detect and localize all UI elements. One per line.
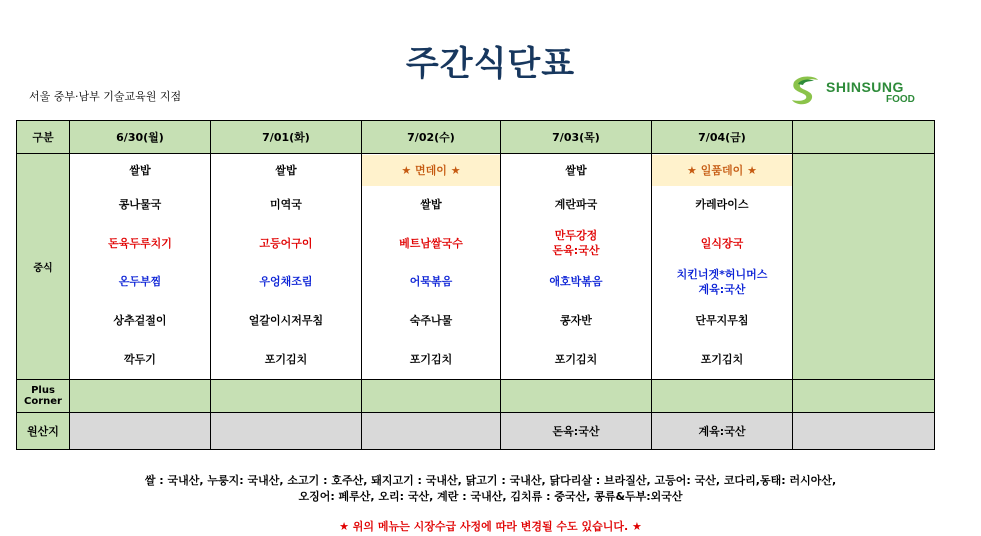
origin-label: 원산지 bbox=[17, 413, 70, 450]
plus-corner-label: Plus Corner bbox=[17, 380, 70, 413]
origin-row bbox=[17, 413, 935, 450]
origin-note-line-1: 쌀 : 국내산, 누룽지: 국내산, 소고기 : 호주산, 돼지고기 : 국내산, 닭고기 : 국내산, 닭다리살 : 브라질산, 고등어: 국산, 코다리,동태: 러시아산, bbox=[144, 474, 837, 487]
menu-item: 쌀밥 bbox=[420, 198, 442, 212]
plus-cell bbox=[211, 380, 362, 413]
menu-item: 단무지무침 bbox=[695, 314, 749, 328]
menu-list bbox=[652, 155, 792, 379]
menu-item: 콩나물국 bbox=[118, 198, 162, 212]
shinsung-logo bbox=[788, 72, 938, 112]
lunch-row bbox=[17, 154, 935, 380]
menu-list bbox=[501, 155, 651, 379]
plus-cell bbox=[652, 380, 793, 413]
menu-item: 계란파국 bbox=[554, 198, 598, 212]
day-header: 7/03(목) bbox=[501, 121, 652, 154]
menu-list bbox=[211, 155, 361, 379]
logo-text: SHINSUNG bbox=[826, 79, 904, 95]
menu-item: 치킨너겟*허니머스 계육:국산 bbox=[676, 267, 768, 296]
origin-cell bbox=[793, 413, 935, 450]
menu-item: 우엉채조림 bbox=[259, 275, 313, 289]
change-notice: ★ 위의 메뉴는 시장수급 사정에 따라 변경될 수도 있습니다. ★ bbox=[339, 520, 642, 533]
menu-item: 베트남쌀국수 bbox=[399, 236, 463, 250]
day-header: 7/01(화) bbox=[211, 121, 362, 154]
origin-cell: 돈육:국산 bbox=[501, 413, 652, 450]
menu-item: 미역국 bbox=[270, 198, 302, 212]
day-header: 6/30(월) bbox=[70, 121, 211, 154]
plus-cell bbox=[501, 380, 652, 413]
header-row bbox=[17, 121, 935, 154]
logo-subtext: FOOD bbox=[886, 94, 915, 105]
menu-item: 깍두기 bbox=[124, 352, 156, 366]
origin-note-line-2: 오징어: 페루산, 오리: 국산, 계란 : 국내산, 김치류 : 중국산, 콩류&두부:외국산 bbox=[298, 490, 683, 503]
menu-item: 온두부찜 bbox=[118, 275, 162, 289]
menu-cell bbox=[501, 154, 652, 380]
day-header: 7/02(수) bbox=[362, 121, 501, 154]
day-header bbox=[793, 121, 935, 154]
menu-item: 포기김치 bbox=[264, 352, 308, 366]
menu-item: 포기김치 bbox=[554, 352, 598, 366]
plus-cell bbox=[362, 380, 501, 413]
menu-item: 콩자반 bbox=[560, 314, 592, 328]
menu-cell bbox=[70, 154, 211, 380]
plus-corner-row bbox=[17, 380, 935, 413]
origin-cell bbox=[362, 413, 501, 450]
lunch-label: 중식 bbox=[17, 154, 70, 380]
menu-item: 쌀밥 bbox=[275, 163, 297, 177]
page-title: 주간식단표 bbox=[405, 44, 576, 84]
menu-item: 만두강정 돈육:국산 bbox=[552, 229, 600, 258]
day-header: 7/04(금) bbox=[652, 121, 793, 154]
corner-cell: 구분 bbox=[17, 121, 70, 154]
menu-item: 쌀밥 bbox=[565, 163, 587, 177]
menu-item: 카레라이스 bbox=[695, 198, 749, 212]
menu-item: 어묵볶음 bbox=[409, 275, 453, 289]
special-day-banner: ★ 일품데이 ★ bbox=[652, 155, 792, 186]
menu-item: 상추겉절이 bbox=[113, 314, 167, 328]
menu-item: 애호박볶음 bbox=[549, 275, 603, 289]
plus-cell bbox=[70, 380, 211, 413]
menu-item: 고등어구이 bbox=[259, 236, 313, 250]
plus-cell bbox=[793, 380, 935, 413]
menu-list bbox=[70, 155, 210, 379]
origin-cell bbox=[211, 413, 362, 450]
menu-item: 포기김치 bbox=[409, 352, 453, 366]
special-day-banner: ★ 면데이 ★ bbox=[362, 155, 500, 186]
origin-cell bbox=[70, 413, 211, 450]
menu-item: 포기김치 bbox=[700, 352, 744, 366]
menu-item: 일식장국 bbox=[700, 236, 744, 250]
empty-cell bbox=[793, 154, 935, 380]
menu-cell bbox=[211, 154, 362, 380]
menu-list bbox=[362, 155, 500, 379]
origin-cell: 계육:국산 bbox=[652, 413, 793, 450]
menu-item: 쌀밥 bbox=[129, 163, 151, 177]
menu-item: 얼갈이시저무침 bbox=[248, 314, 324, 328]
menu-cell bbox=[362, 154, 501, 380]
menu-item: 숙주나물 bbox=[409, 314, 453, 328]
menu-cell bbox=[652, 154, 793, 380]
weekly-menu-table bbox=[16, 120, 935, 450]
logo-mark-icon bbox=[788, 72, 824, 108]
menu-item: 돈육두루치기 bbox=[108, 236, 172, 250]
subtitle: 서울 중부·남부 기술교육원 지점 bbox=[29, 90, 182, 103]
